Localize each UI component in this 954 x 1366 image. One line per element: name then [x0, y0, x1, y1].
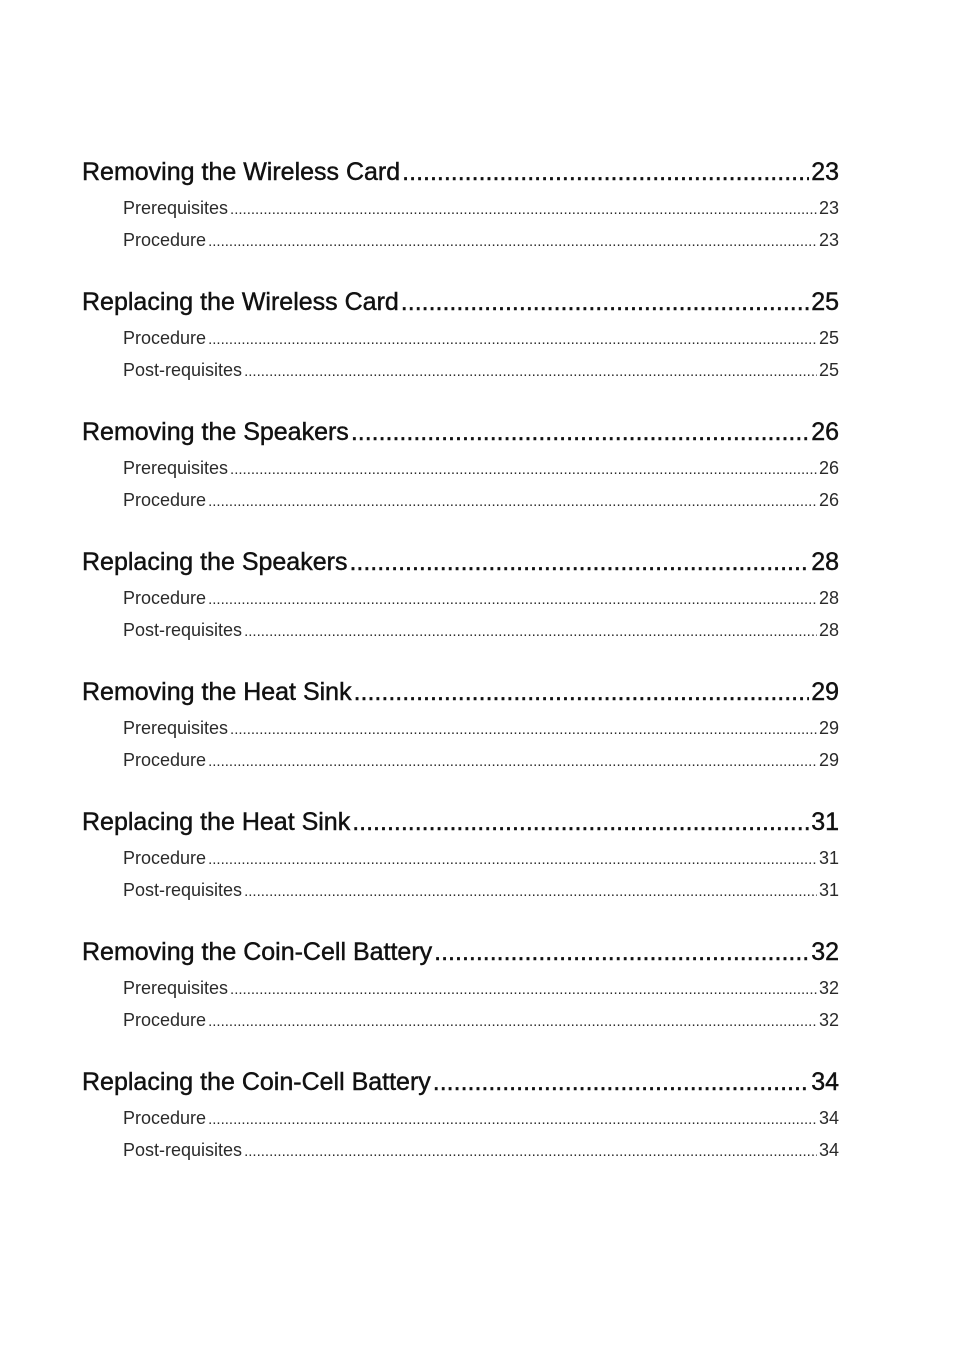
dot-leader — [208, 484, 817, 518]
toc-section-entry[interactable] — [82, 972, 839, 1004]
section-page-number: 31 — [818, 848, 839, 868]
toc-section-entry[interactable] — [82, 712, 839, 744]
dot-leader — [208, 322, 817, 356]
toc-section-entry[interactable] — [82, 1102, 839, 1134]
toc-chapter-entry[interactable] — [82, 282, 839, 322]
chapter-title: Removing the Wireless Card — [82, 158, 401, 186]
section-page-number: 31 — [818, 880, 839, 900]
toc-chapter — [82, 412, 839, 516]
section-page-number: 23 — [818, 198, 839, 218]
toc-section-entry[interactable] — [82, 1134, 839, 1166]
dot-leader — [244, 614, 817, 648]
dot-leader — [208, 1004, 817, 1038]
chapter-title: Replacing the Wireless Card — [82, 288, 399, 316]
dot-leader — [351, 412, 809, 452]
dot-leader — [230, 452, 817, 486]
section-page-number: 28 — [818, 620, 839, 640]
chapter-page-number: 23 — [811, 158, 839, 186]
chapter-page-number: 25 — [811, 288, 839, 316]
chapter-page-number: 29 — [811, 678, 839, 706]
section-page-number: 32 — [818, 1010, 839, 1030]
toc-chapter — [82, 932, 839, 1036]
section-title: Prerequisites — [123, 978, 229, 998]
section-page-number: 23 — [818, 230, 839, 250]
chapter-title: Removing the Heat Sink — [82, 678, 352, 706]
toc-chapter-entry[interactable] — [82, 152, 839, 192]
section-title: Procedure — [123, 230, 207, 250]
dot-leader — [354, 672, 810, 712]
toc-section-entry[interactable] — [82, 322, 839, 354]
toc-section-entry[interactable] — [82, 874, 839, 906]
dot-leader — [230, 712, 817, 746]
dot-leader — [230, 192, 817, 226]
dot-leader — [230, 972, 817, 1006]
toc-section-entry[interactable] — [82, 582, 839, 614]
chapter-title: Replacing the Coin-Cell Battery — [82, 1068, 431, 1096]
section-page-number: 32 — [818, 978, 839, 998]
toc-chapter-entry[interactable] — [82, 1062, 839, 1102]
chapter-title: Removing the Coin-Cell Battery — [82, 938, 433, 966]
toc-chapter — [82, 1062, 839, 1166]
section-title: Prerequisites — [123, 718, 229, 738]
section-title: Post-requisites — [123, 1140, 243, 1160]
section-page-number: 29 — [818, 718, 839, 738]
toc-section-entry[interactable] — [82, 744, 839, 776]
chapter-page-number: 26 — [811, 418, 839, 446]
section-title: Procedure — [123, 328, 207, 348]
dot-leader — [352, 802, 809, 842]
dot-leader — [349, 542, 809, 582]
dot-leader — [244, 874, 817, 908]
toc-chapter-entry[interactable] — [82, 802, 839, 842]
section-title: Procedure — [123, 1108, 207, 1128]
dot-leader — [208, 842, 817, 876]
toc-section-entry[interactable] — [82, 354, 839, 386]
toc-chapter-entry[interactable] — [82, 932, 839, 972]
dot-leader — [433, 1062, 809, 1102]
section-page-number: 26 — [818, 458, 839, 478]
toc-chapter — [82, 672, 839, 776]
table-of-contents — [82, 152, 839, 1192]
chapter-title: Replacing the Speakers — [82, 548, 348, 576]
dot-leader — [208, 224, 817, 258]
section-title: Procedure — [123, 750, 207, 770]
toc-chapter — [82, 152, 839, 256]
section-page-number: 34 — [818, 1140, 839, 1160]
toc-section-entry[interactable] — [82, 842, 839, 874]
section-title: Post-requisites — [123, 620, 243, 640]
section-page-number: 25 — [818, 360, 839, 380]
dot-leader — [434, 932, 809, 972]
section-title: Prerequisites — [123, 458, 229, 478]
toc-chapter — [82, 802, 839, 906]
toc-chapter-entry[interactable] — [82, 412, 839, 452]
chapter-title: Removing the Speakers — [82, 418, 349, 446]
toc-section-entry[interactable] — [82, 224, 839, 256]
section-title: Procedure — [123, 588, 207, 608]
section-page-number: 29 — [818, 750, 839, 770]
section-title: Procedure — [123, 1010, 207, 1030]
chapter-page-number: 28 — [811, 548, 839, 576]
section-title: Prerequisites — [123, 198, 229, 218]
section-title: Procedure — [123, 848, 207, 868]
section-title: Procedure — [123, 490, 207, 510]
section-page-number: 25 — [818, 328, 839, 348]
toc-section-entry[interactable] — [82, 452, 839, 484]
toc-chapter-entry[interactable] — [82, 672, 839, 712]
toc-section-entry[interactable] — [82, 192, 839, 224]
toc-section-entry[interactable] — [82, 484, 839, 516]
section-title: Post-requisites — [123, 360, 243, 380]
dot-leader — [401, 282, 809, 322]
dot-leader — [208, 744, 817, 778]
toc-chapter-entry[interactable] — [82, 542, 839, 582]
dot-leader — [208, 582, 817, 616]
dot-leader — [244, 354, 817, 388]
chapter-page-number: 34 — [811, 1068, 839, 1096]
chapter-title: Replacing the Heat Sink — [82, 808, 351, 836]
toc-chapter — [82, 542, 839, 646]
chapter-page-number: 32 — [811, 938, 839, 966]
section-title: Post-requisites — [123, 880, 243, 900]
chapter-page-number: 31 — [811, 808, 839, 836]
toc-section-entry[interactable] — [82, 614, 839, 646]
section-page-number: 34 — [818, 1108, 839, 1128]
dot-leader — [208, 1102, 817, 1136]
dot-leader — [244, 1134, 817, 1168]
dot-leader — [402, 152, 809, 192]
section-page-number: 28 — [818, 588, 839, 608]
toc-section-entry[interactable] — [82, 1004, 839, 1036]
toc-chapter — [82, 282, 839, 386]
section-page-number: 26 — [818, 490, 839, 510]
